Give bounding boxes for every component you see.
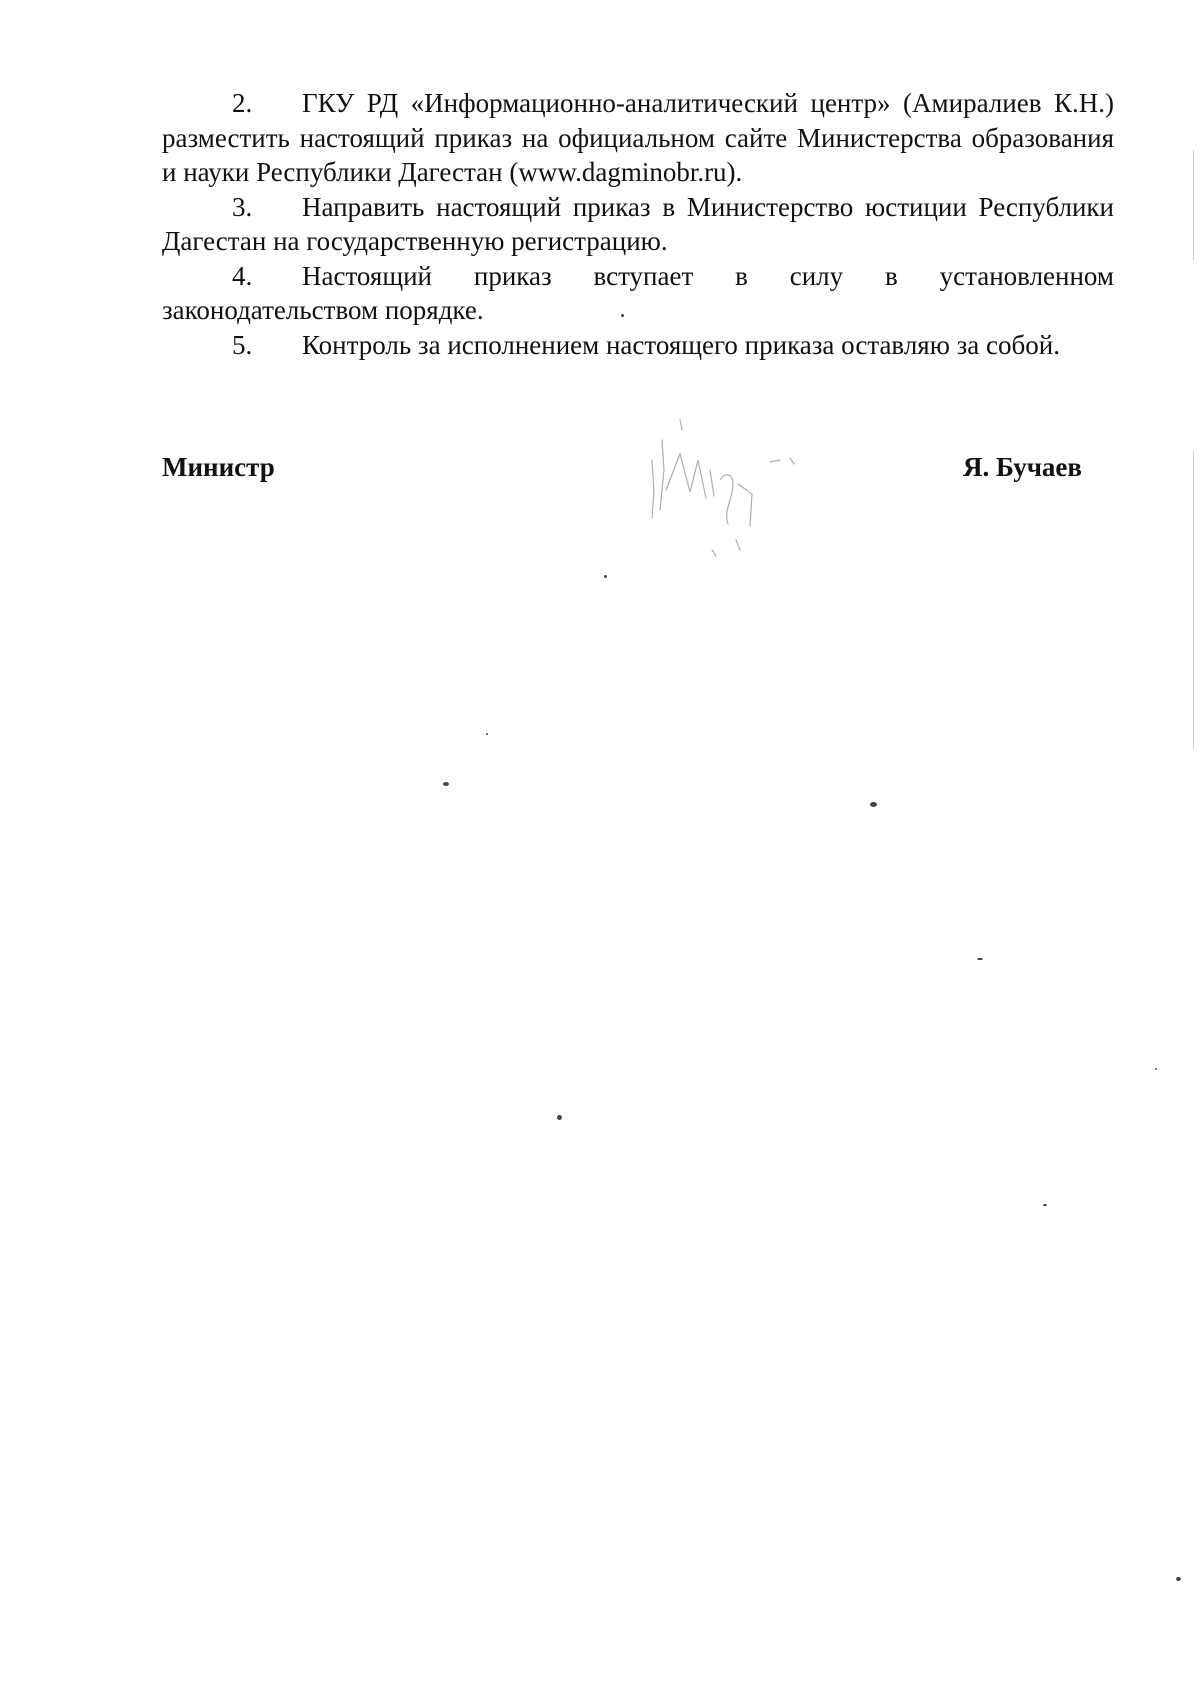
item-number: 5. [232,329,253,360]
signatory-title: Министр [162,452,275,482]
item-number: 3. [232,191,253,222]
handwritten-signature [640,400,840,580]
item-number: 4. [232,260,253,291]
item-text: Настоящий приказ вступает в силу в установленном законодательством порядке. [162,260,1114,325]
scan-speck [486,733,488,735]
item-number: 2. [232,88,253,118]
scan-speck [604,575,607,578]
scan-speck [1176,1577,1181,1581]
scan-speck [1043,1204,1047,1206]
item-text: ГКУ РД «Информационно-аналитический центр» (Амиралиев К.Н.) разместить настоящий приказ на официальном сайте Министерства образования и науки Республики Дагестан (www.dagminobr.ru). [162,88,1114,187]
scan-speck [557,1115,562,1120]
scan-edge-mark [1193,150,1194,260]
order-item-3 [162,190,1114,259]
scan-speck [443,782,449,786]
order-item-2 [162,86,1114,190]
item-text: Направить настоящий приказ в Министерство юстиции Республики Дагестан на государственную регистрацию. [162,191,1114,256]
scan-edge-mark [1193,450,1194,750]
signature-block [162,452,1082,492]
scan-speck [621,314,624,317]
order-item-4 [162,259,1114,328]
order-items [162,86,1114,362]
order-item-5 [162,328,1114,363]
item-text: Контроль за исполнением настоящего приказа оставляю за собой. [302,329,1060,360]
scan-speck [977,958,983,960]
scan-speck [870,802,877,807]
signatory-name: Я. Бучаев [963,452,1082,482]
scan-speck [1155,1068,1157,1070]
